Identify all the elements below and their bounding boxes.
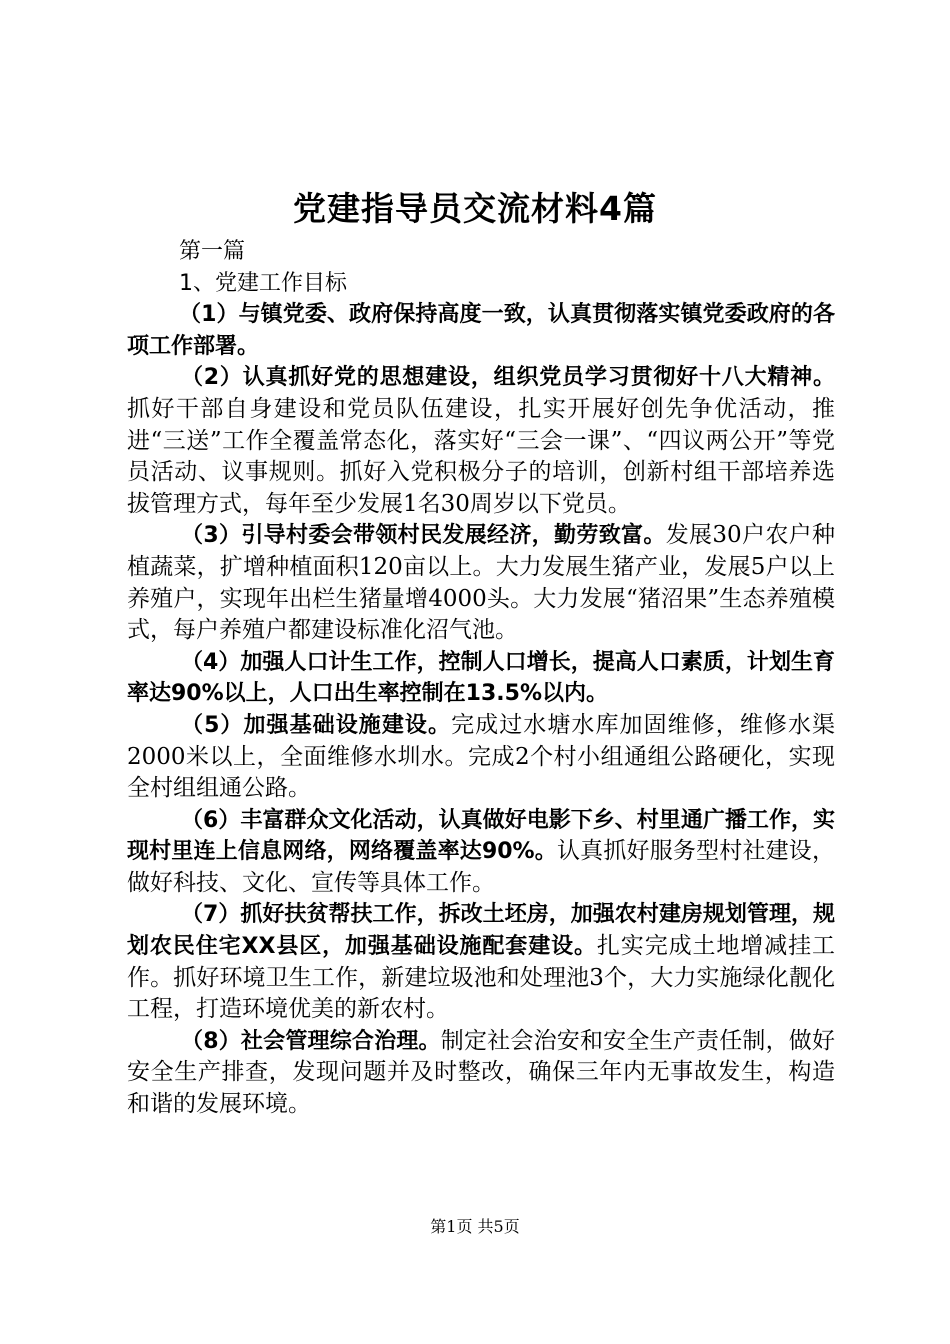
item-7-text: 扎实完成土地增减挂工作。抓好环境卫生工作，新建垃圾池和处理池3个，大力实施绿化靓化工程，打造环境优美的新农村。: [127, 933, 835, 1023]
paragraph-item-8: [127, 1026, 835, 1121]
paragraph-item-4: [127, 647, 835, 710]
paragraph-item-6: [127, 805, 835, 900]
item-2-text: 抓好干部自身建设和党员队伍建设，扎实开展好创先争优活动，推进“三送”工作全覆盖常态化，落实好“三会一课”、“四议两公开”等党员活动、议事规则。抓好入党积极分子的培训，创新村组干部培养选拔管理方式，每年至少发展1名30周岁以下党员。: [127, 395, 835, 517]
item-5-lead: （5）加强基础设施建设。: [181, 712, 452, 738]
paragraph-item-7: [127, 899, 835, 1025]
document-title: 党建指导员交流材料4篇: [293, 189, 657, 228]
paragraph-item-5: [127, 710, 835, 805]
paragraph-item-1: [127, 299, 835, 362]
page-footer: 第1页 共5页: [430, 1217, 520, 1236]
item-1-lead: （1）与镇党委、政府保持高度一致，认真贯彻落实镇党委政府的各项工作部署。: [127, 302, 835, 359]
paragraph-item-2: [127, 362, 835, 520]
item-8-lead: （8）社会管理综合治理。: [181, 1028, 441, 1054]
section-label: 第一篇: [179, 239, 246, 264]
item-7-lead: （7）抓好扶贫帮扶工作，拆改土坯房，加强农村建房规划管理，规划农民住宅XX县区，加强基础设施配套建设。: [127, 902, 835, 960]
item-6-lead: （6）丰富群众文化活动，认真做好电影下乡、村里通广播工作，实现村里连上信息网络，网络覆盖率达90%。: [127, 807, 835, 865]
paragraph-item-3: [127, 520, 835, 646]
item-2-lead: （2）认真抓好党的思想建设，组织党员学习贯彻好十八大精神。: [181, 365, 835, 391]
item-8-text: 制定社会治安和安全生产责任制，做好安全生产排查，发现问题并及时整改，确保三年内无事故发生，构造和谐的发展环境。: [127, 1027, 835, 1118]
item-6-text: 认真抓好服务型村社建设，做好科技、文化、宣传等具体工作。: [127, 838, 835, 896]
item-3-lead: （3）引导村委会带领村民发展经济，勤劳致富。: [181, 523, 666, 549]
document-body: [127, 236, 835, 1121]
item-5-text: 完成过水塘水库加固维修，维修水渠2000米以上，全面维修水圳水。完成2个村小组通组公路硬化，实现全村组组通公路。: [127, 711, 835, 802]
section-heading: 1、党建工作目标: [179, 270, 347, 296]
item-4-lead: （4）加强人口计生工作，控制人口增长，提高人口素质，计划生育率达90%以上，人口出生率控制在13.5%以内。: [127, 649, 835, 707]
item-3-text: 发展30户农户种植蔬菜，扩增种植面积120亩以上。大力发展生猪产业，发展5户以上养殖户，实现年出栏生猪量增4000头。大力发展“猪沼果”生态养殖模式，每户养殖户都建设标准化沼气池。: [127, 522, 835, 644]
